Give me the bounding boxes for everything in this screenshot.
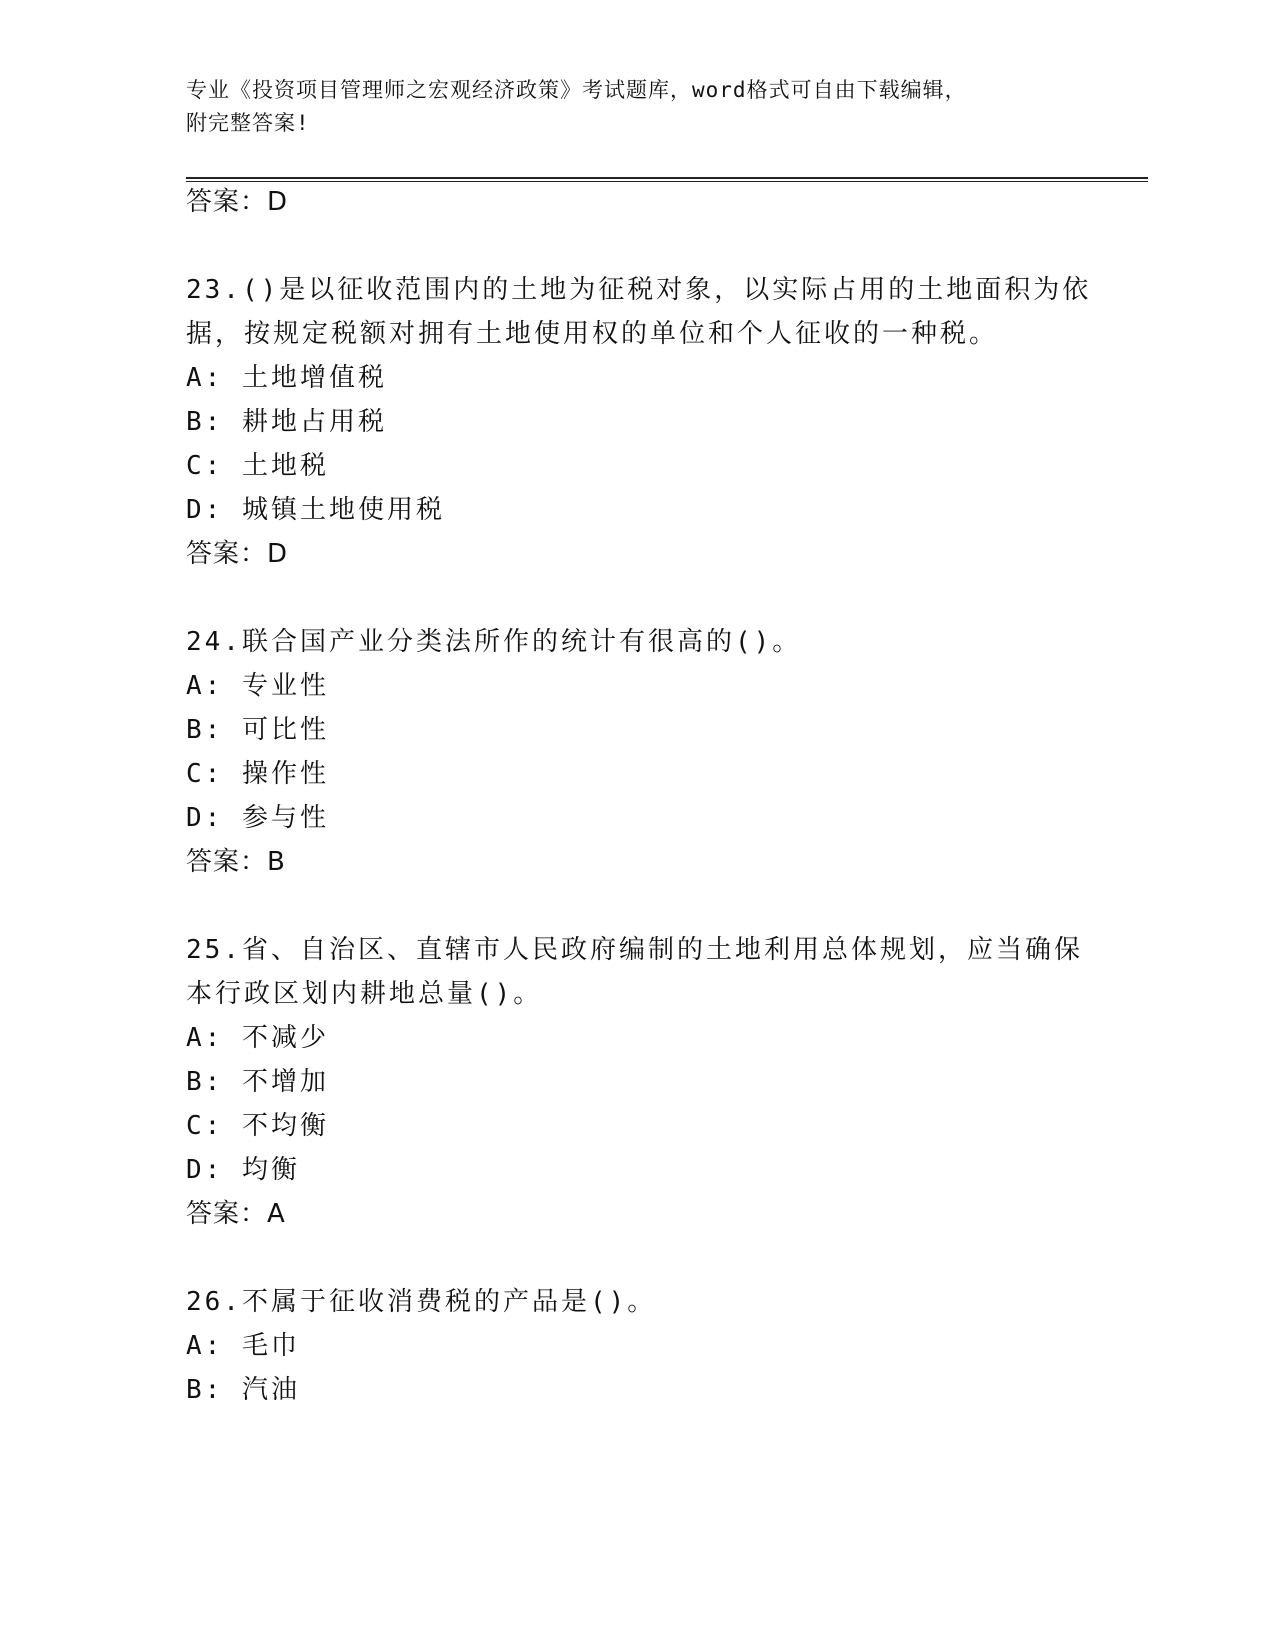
question-26-stem-line-1: 26.不属于征收消费税的产品是()。	[186, 1287, 657, 1317]
question-25-stem-line-1: 25.省、自治区、直辖市人民政府编制的土地利用总体规划，应当确保	[186, 935, 1083, 965]
question-24-answer: 答案：B	[186, 847, 286, 877]
question-25-option-d: D: 均衡	[186, 1155, 300, 1185]
question-23-answer: 答案：D	[186, 539, 289, 569]
question-24-option-c: C: 操作性	[186, 759, 329, 789]
question-24-option-b: B: 可比性	[186, 715, 329, 745]
question-25-answer: 答案：A	[186, 1199, 286, 1229]
question-23-option-d: D: 城镇土地使用税	[186, 495, 445, 525]
question-26-option-a: A: 毛巾	[186, 1331, 300, 1361]
question-25-option-a: A: 不减少	[186, 1023, 329, 1053]
header-line-1: 专业《投资项目管理师之宏观经济政策》考试题库，word格式可自由下载编辑，	[186, 78, 967, 102]
question-23-option-c: C: 土地税	[186, 451, 329, 481]
question-25-option-b: B: 不增加	[186, 1067, 329, 1097]
header-divider	[186, 177, 1148, 182]
question-23-option-a: A: 土地增值税	[186, 363, 387, 393]
question-26-option-b: B: 汽油	[186, 1375, 300, 1405]
question-24-option-a: A: 专业性	[186, 671, 329, 701]
question-23-option-b: B: 耕地占用税	[186, 407, 387, 437]
question-24-stem-line-1: 24.联合国产业分类法所作的统计有很高的()。	[186, 627, 802, 657]
question-25-stem-line-2: 本行政区划内耕地总量()。	[186, 979, 543, 1009]
header-line-2: 附完整答案!	[186, 111, 310, 135]
header-note	[186, 74, 1086, 140]
question-24-option-d: D: 参与性	[186, 803, 329, 833]
answer-line: 答案：D	[186, 187, 289, 217]
question-23-stem-line-2: 据，按规定税额对拥有土地使用权的单位和个人征收的一种税。	[186, 319, 999, 349]
question-23-stem-line-1: 23.()是以征收范围内的土地为征税对象，以实际占用的土地面积为依	[186, 275, 1092, 305]
question-25-option-c: C: 不均衡	[186, 1111, 329, 1141]
